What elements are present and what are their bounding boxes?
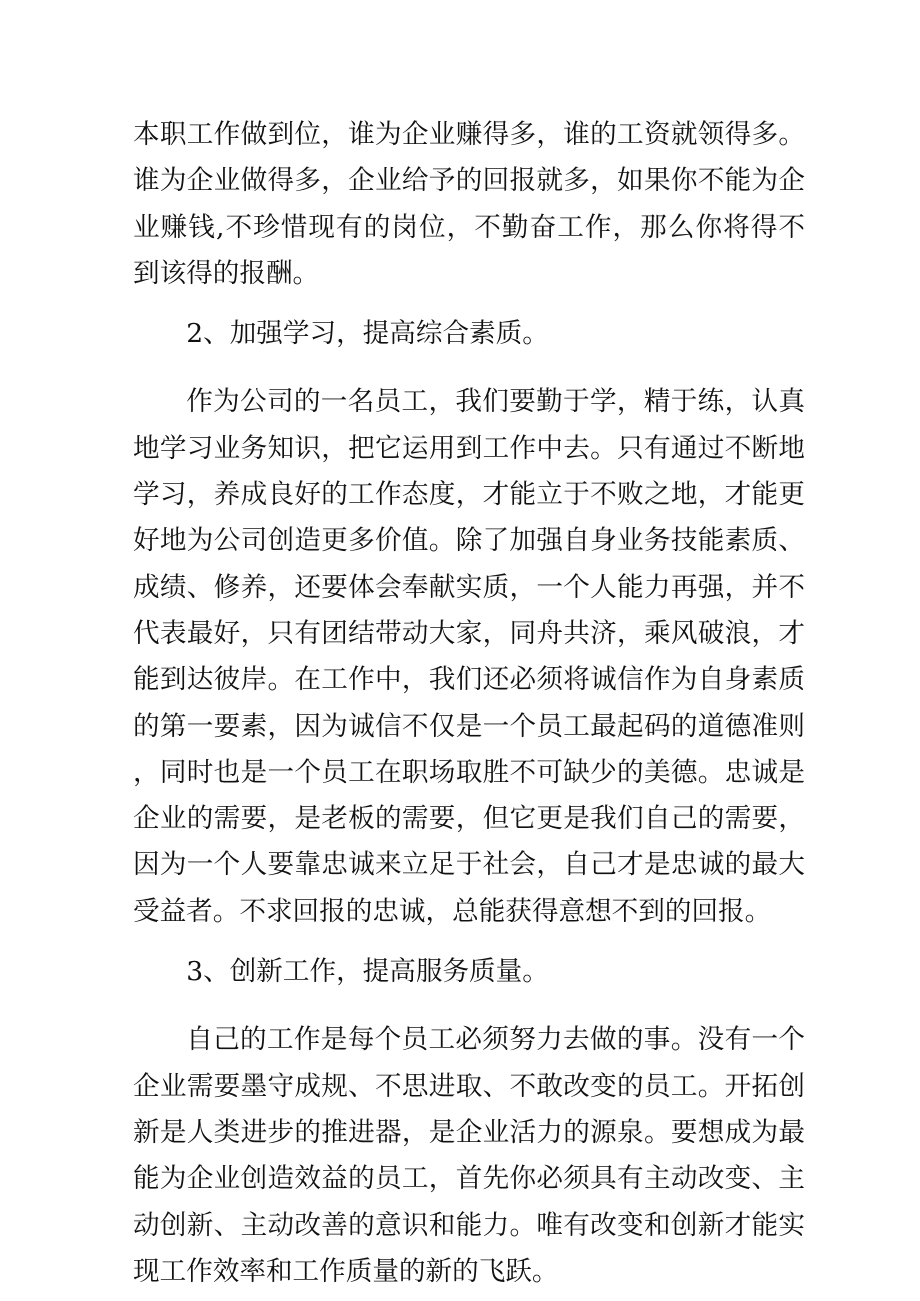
section-heading-innovation: 3、创新工作，提高服务质量。 xyxy=(186,956,549,988)
paragraph-continued-salary: 本职工作做到位，谁为企业赚得多，谁的工资就领得多。谁为企业做得多，企业给予的回报就多，如果你不能为企业赚钱,不珍惜现有的岗位，不勤奋工作，那么你将得不到该得的报酬。 xyxy=(133,119,805,289)
section-heading-learning: 2、加强学习，提高综合素质。 xyxy=(186,318,549,350)
paragraph-learning: 作为公司的一名员工，我们要勤于学，精于练，认真地学习业务知识，把它运用到工作中去。只有通过不断地学习，养成良好的工作态度，才能立于不败之地，才能更好地为公司创造更多价值。除了加强自身业务技能素质、成绩、修养，还要体会奉献实质，一个人能力再强，并不代表最好，只有团结带动大家，同舟共济，乘风破浪，才能到达彼岸。在工作中，我们还必须将诚信作为自身素质的第一要素，因为诚信不仅是一个员工最起码的道德准则，同时也是一个员工在职场取胜不可缺少的美德。忠诚是企业的需要，是老板的需要，但它更是我们自己的需要，因为一个人要靠忠诚来立足于社会，自己才是忠诚的最大受益者。不求回报的忠诚，总能获得意想不到的回报。 xyxy=(133,386,805,927)
paragraph-innovation: 自己的工作是每个员工必须努力去做的事。没有一个企业需要墨守成规、不思进取、不敢改变的员工。开拓创新是人类进步的推进器，是企业活力的源泉。要想成为最能为企业创造效益的员工，首先你必须具有主动改变、主动创新、主动改善的意识和能力。唯有改变和创新才能实现工作效率和工作质量的新的飞跃。 xyxy=(133,1024,805,1287)
document-body xyxy=(133,112,805,1295)
